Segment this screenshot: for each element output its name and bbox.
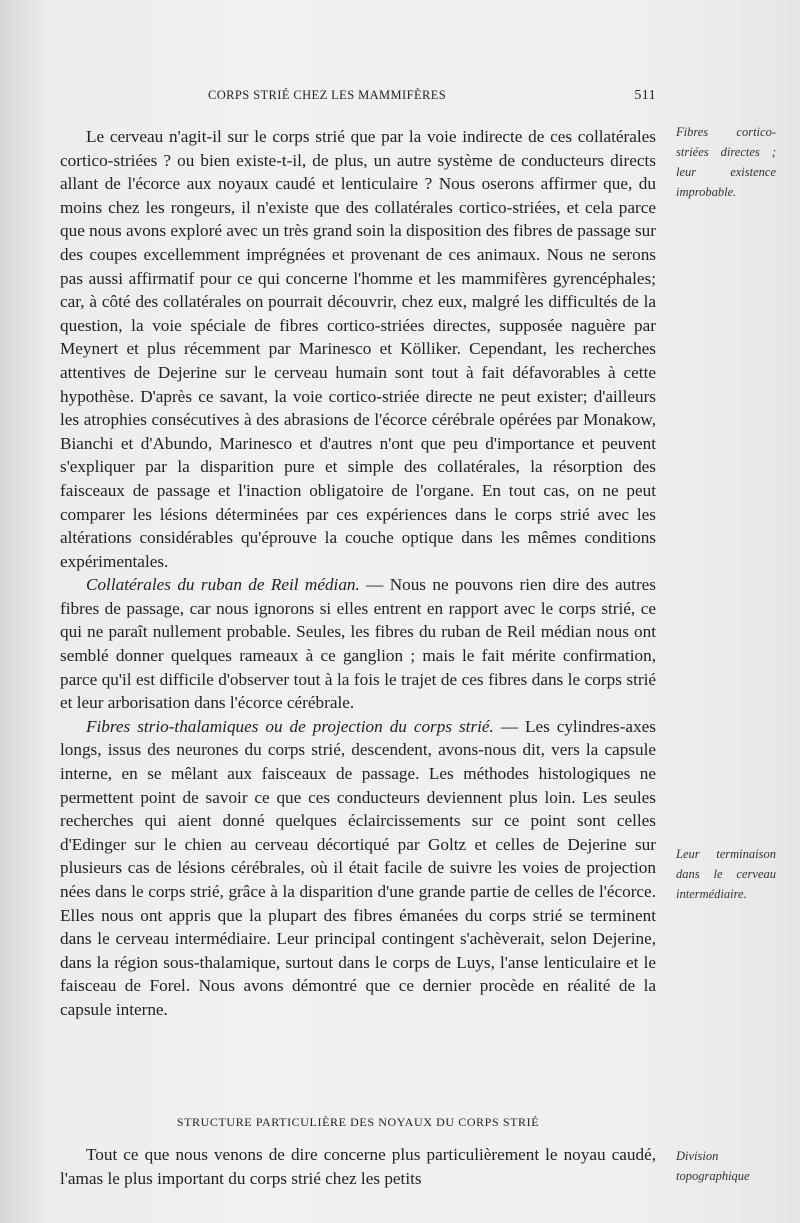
margin-note-topographic-division: Division topographique (676, 1149, 750, 1183)
paragraph-heading-strio-thalamic: Fibres strio-thalamiques ou de projection du corps strié. (86, 716, 494, 736)
section-text (60, 1143, 656, 1190)
paragraph-text-strio-thalamic: — Les cylindres-axes longs, issus des neurones du corps strié, descendent, avons-nous dit, vers la capsule interne, en se mêlant aux faisceaux de passage. Les méthodes histologiques ne permettent point de savoir ce que ces conducteurs deviennent plus loin. Les seules recherches qui aient donné quelques éclaircissements sur ce point sont celles d'Edinger sur le chien au cerveau décortiqué par Goltz et celles de Dejerine sur plusieurs cas de lésions cérébrales, où il était facile de suivre les voies de projection nées dans le corps strié, grâce à la disparition d'une grande partie de celles de l'écorce. Elles nous ont appris que la plupart des fibres émanées du corps strié se terminent dans le cerveau intermédiaire. Leur principal contingent s'achèverait, selon Dejerine, dans la région sous-thalamique, surtout dans le corps de Luys, l'anse lenticulaire et le faisceau de Forel. Nous avons démontré que ce dernier procède en réalité de la capsule interne. (60, 716, 656, 1019)
paragraph-reil-ribbon (60, 573, 656, 715)
paragraph-text-reil: — Nous ne pouvons rien dire des autres fibres de passage, car nous ignorons si elles entrent en rapport avec le corps strié, ce qui ne paraît nullement probable. Seules, les fibres du ruban de Reil médian nous ont semblé donner quelques rameaux à ce ganglion ; mais le fait mérite confirmation, parce qu'il est difficile d'observer tout à la fois le trajet de ces fibres dans le corps strié et leur arborisation dans l'écorce cérébrale. (60, 575, 657, 713)
section-heading: STRUCTURE PARTICULIÈRE DES NOYAUX DU CORPS STRIÉ (176, 1115, 540, 1129)
running-title: CORPS STRIÉ CHEZ LES MAMMIFÈRES (208, 88, 447, 102)
paragraph-heading-reil: Collatérales du ruban de Reil médian. (86, 575, 360, 595)
margin-note-termination: Leur terminaison dans le cerveau intermédiaire. (676, 847, 776, 901)
paragraph-strio-thalamic (60, 715, 656, 1022)
paragraph-section-intro: Tout ce que nous venons de dire concerne plus particulièrement le noyau caudé, l'amas le plus important du corps strié chez les petits (60, 1145, 656, 1188)
paragraph-cortico-striate: Le cerveau n'agit-il sur le corps strié que par la voie indirecte de ces collatérales cortico-striées ? ou bien existe-t-il, de plus, un autre système de conducteurs directs allant de l'écorce aux noyaux caudé et lenticulaire ? Nous oserons affirmer que, du moins chez les rongeurs, il n'existe que des collatérales cortico-striées, et cela parce que nous avons exploré avec un très grand soin la disposition des fibres de passage sur des coupes excellemment imprégnées et provenant de ces animaux. Nous ne serons pas aussi affirmatif pour ce qui concerne l'homme et les mammifères gyrencéphales; car, à côté des collatérales on pourrait découvrir, chez eux, malgré les difficultés de la question, la voie spéciale de fibres cortico-striées directes, supposée naguère par Meynert et plus récemment par Marinesco et Kölliker. Cependant, les recherches attentives de Dejerine sur le cerveau humain sont tout à fait défavorables à cette hypothèse. D'après ce savant, la voie cortico-striée directe ne peut exister; d'ailleurs les atrophies consécutives à des abrasions de l'écorce cérébrale opérées par Monakow, Bianchi et d'Abundo, Marinesco et d'autres n'ont que peu d'importance et peuvent s'expliquer par la disparition pure et simple des collatérales, la résorption des faisceaux de passage et l'inaction obligatoire de l'organe. En tout cas, on ne peut comparer les lésions déterminées par ces expériences dans le corps strié avec les altérations considérables qu'éprouve la couche optique dans les mêmes conditions expérimentales. (60, 127, 656, 571)
running-head (60, 88, 656, 108)
main-text (60, 125, 656, 1022)
page-number: 511 (634, 88, 656, 103)
margin-note-direct-fibres: Fibres cortico-striées directes ; leur existence improbable. (676, 125, 776, 199)
